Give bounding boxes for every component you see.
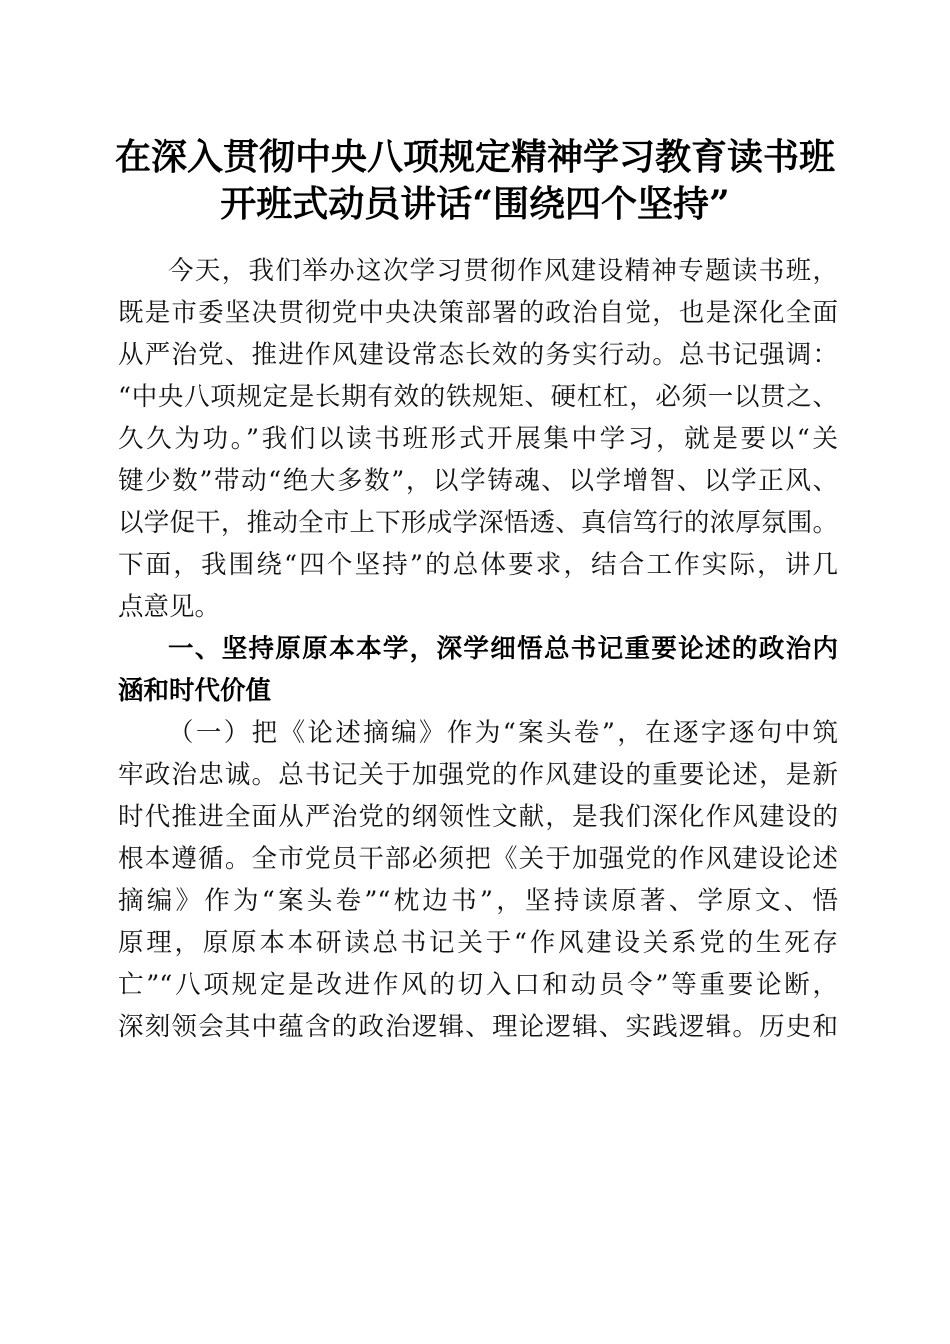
subsection-line: 摘编》作为“案头卷”“枕边书”，坚持读原著、学原文、悟: [118, 886, 838, 916]
intro-line: 点意见。: [118, 592, 221, 622]
title-line-2: 开班式动员讲话“围绕四个坚持”: [220, 183, 730, 225]
section-heading-line: 涵和时代价值: [118, 676, 272, 706]
section-heading-1: [118, 628, 838, 712]
document-body: [118, 250, 838, 1048]
intro-line: 今天，我们举办这次学习贯彻作风建设精神专题读书班，: [168, 256, 838, 286]
subsection-paragraph-1: [118, 712, 838, 1048]
intro-line: 既是市委坚决贯彻党中央决策部署的政治自觉，也是深化全面: [118, 298, 838, 328]
intro-line: 下面，我围绕“四个坚持”的总体要求，结合工作实际，讲几: [118, 550, 838, 580]
subsection-line: 深刻领会其中蕴含的政治逻辑、理论逻辑、实践逻辑。历史和: [118, 1012, 838, 1042]
document-title: [80, 134, 870, 228]
intro-paragraph: [118, 250, 838, 628]
intro-line: 以学促干，推动全市上下形成学深悟透、真信笃行的浓厚氛围。: [118, 508, 838, 538]
subsection-line: 牢政治忠诚。总书记关于加强党的作风建设的重要论述，是新: [118, 760, 838, 790]
intro-line: 键少数”带动“绝大多数”，以学铸魂、以学增智、以学正风、: [118, 466, 838, 496]
section-heading-line: 一、坚持原原本本学，深学细悟总书记重要论述的政治内: [168, 634, 838, 664]
title-line-1: 在深入贯彻中央八项规定精神学习教育读书班: [114, 136, 835, 178]
subsection-line: 根本遵循。全市党员干部必须把《关于加强党的作风建设论述: [118, 844, 838, 874]
intro-line: 久久为功。”我们以读书班形式开展集中学习，就是要以“关: [118, 424, 838, 454]
subsection-line: 时代推进全面从严治党的纲领性文献，是我们深化作风建设的: [118, 802, 838, 832]
subsection-line: （一）把《论述摘编》作为“案头卷”，在逐字逐句中筑: [168, 718, 838, 748]
subsection-line: 亡”“八项规定是改进作风的切入口和动员令”等重要论断，: [118, 970, 838, 1000]
subsection-line: 原理，原原本本研读总书记关于“作风建设关系党的生死存: [118, 928, 838, 958]
intro-line: 从严治党、推进作风建设常态长效的务实行动。总书记强调：: [118, 340, 838, 370]
intro-line: “中央八项规定是长期有效的铁规矩、硬杠杠，必须一以贯之、: [118, 382, 838, 412]
